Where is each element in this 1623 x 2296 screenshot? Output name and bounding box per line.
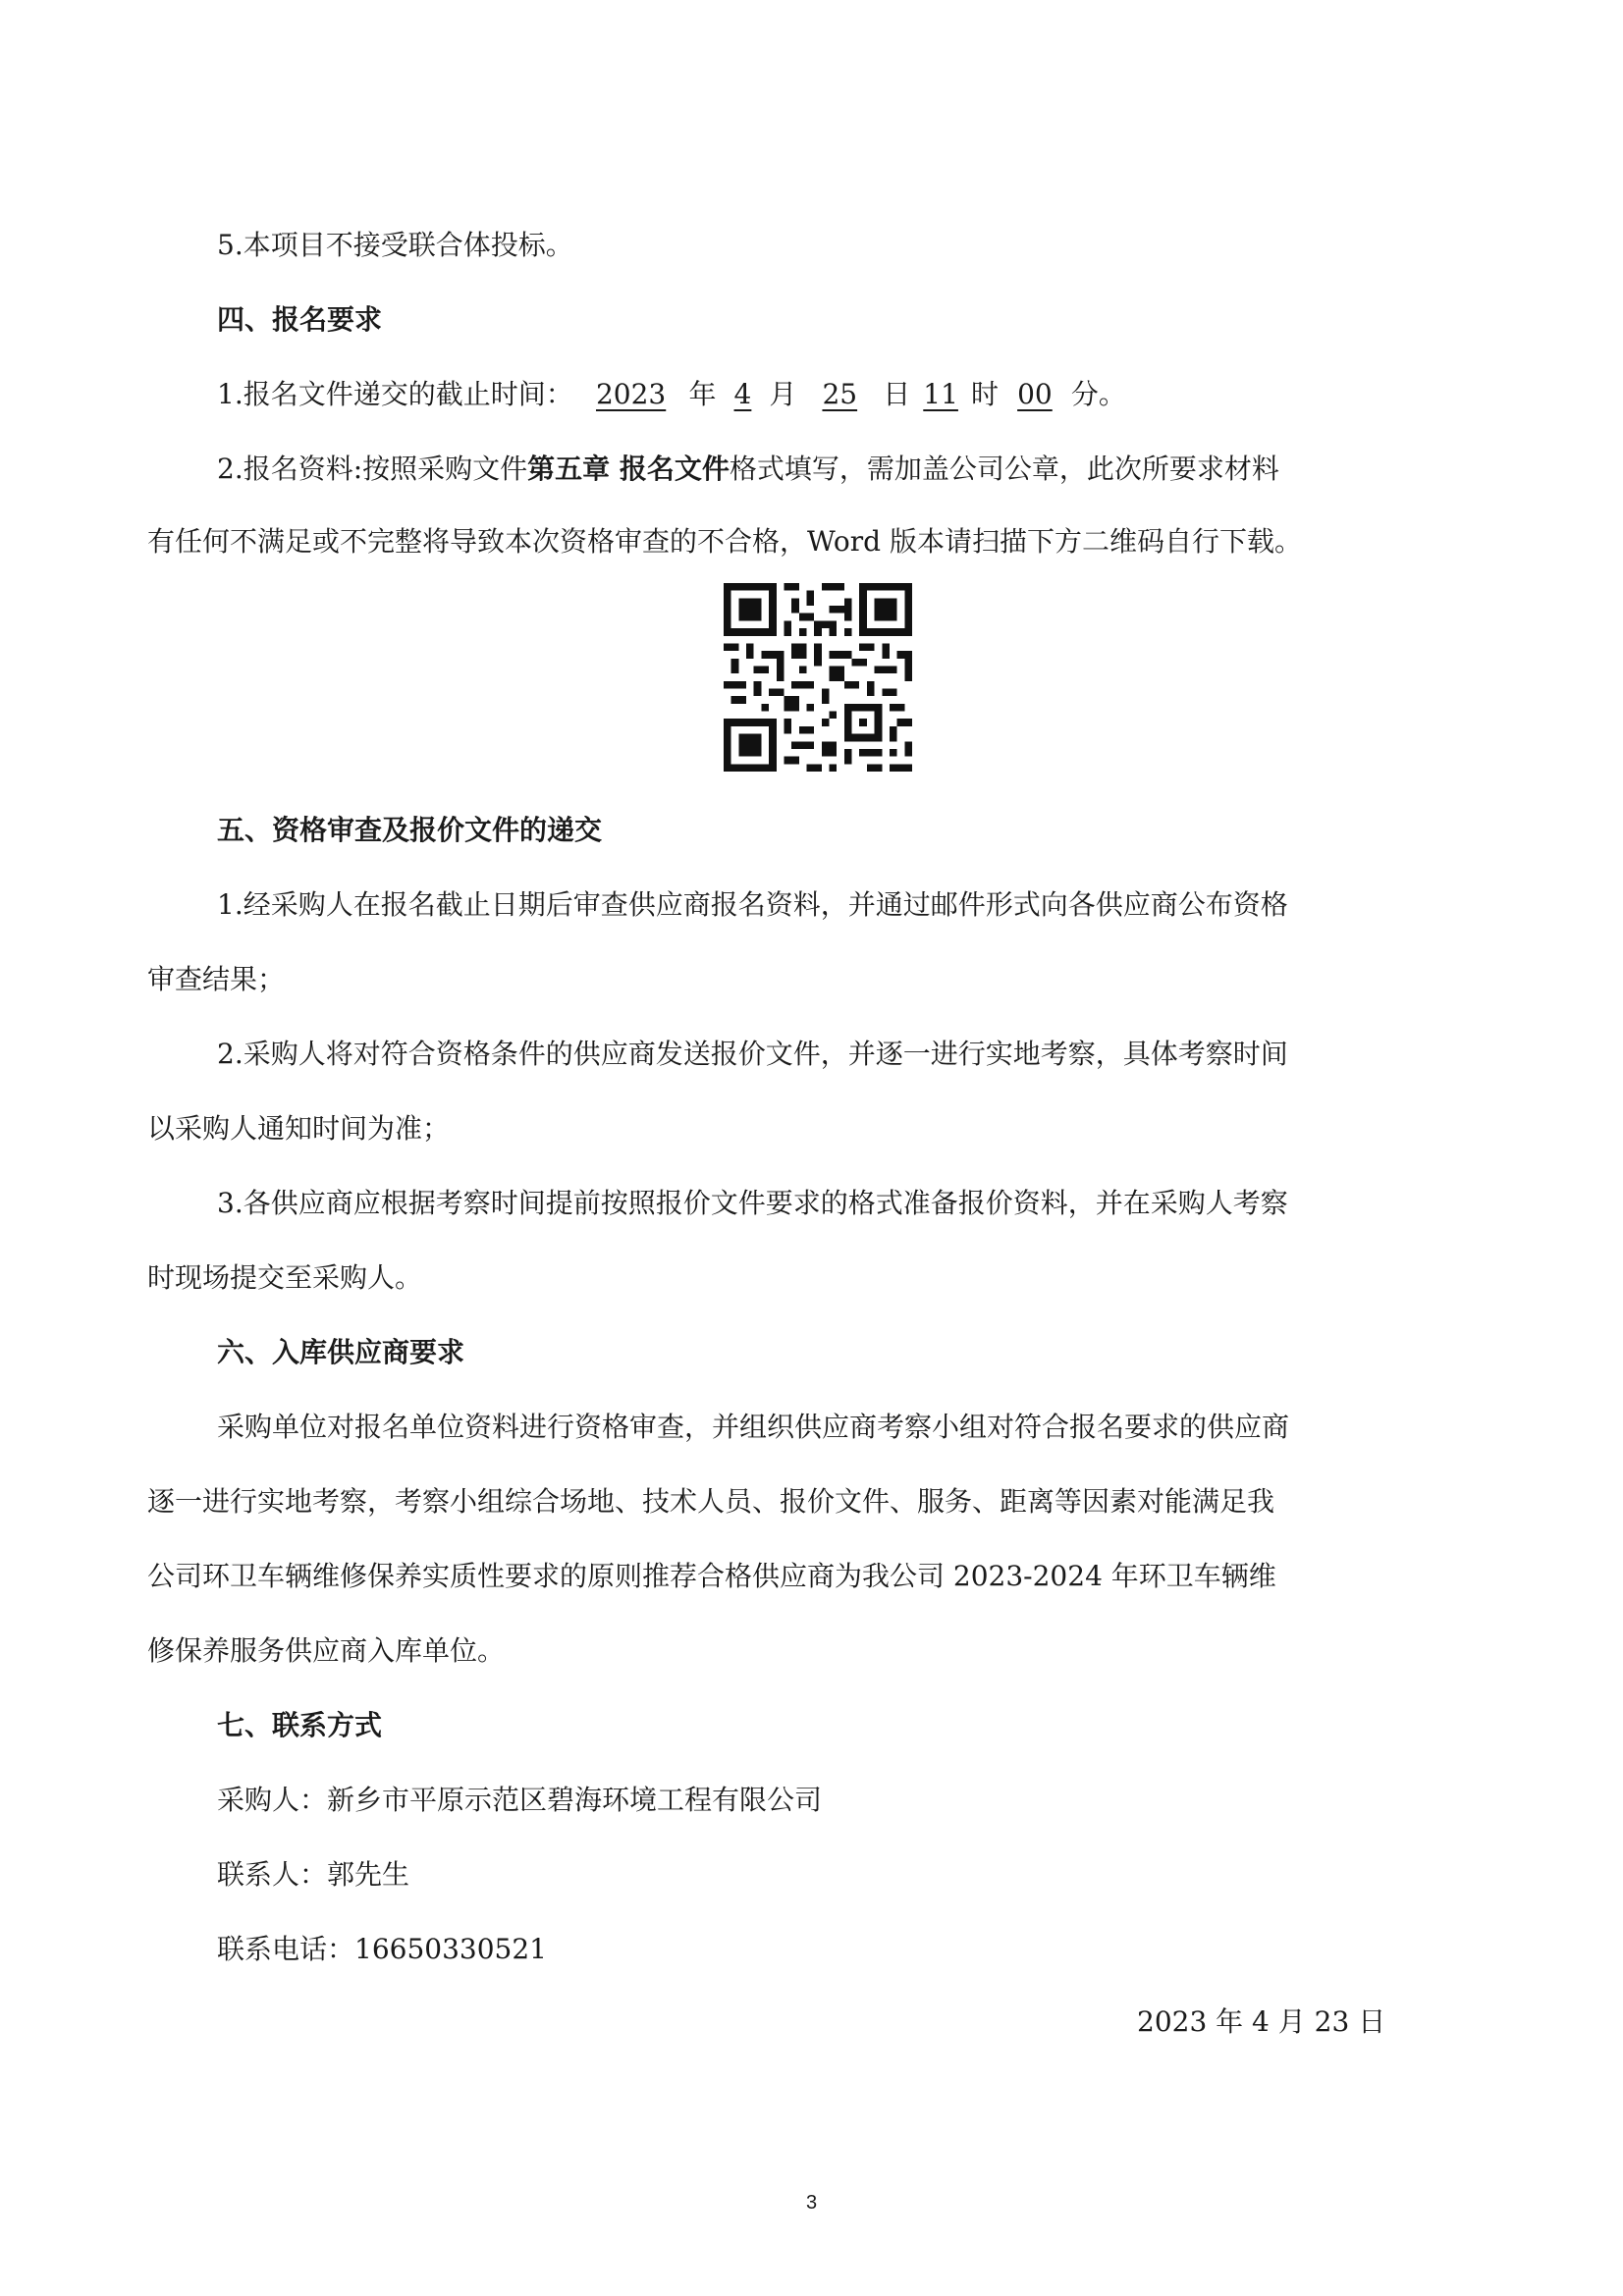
sec6-line4: 修保养服务供应商入库单位。	[147, 1634, 506, 1667]
materials-prefix: 2.报名资料:按照采购文件	[217, 453, 528, 485]
deadline-minute: 00	[1017, 378, 1053, 410]
materials-line-2: 有任何不满足或不完整将导致本次资格审查的不合格，Word 版本请扫描下方二维码自行下载。	[147, 525, 1302, 558]
deadline-year-unit: 年	[688, 378, 717, 410]
contact-person-line: 联系人：郭先生	[217, 1858, 410, 1891]
sec6-line1: 采购单位对报名单位资料进行资格审查，并组织供应商考察小组对符合报名要求的供应商	[217, 1411, 1290, 1443]
sec6-line2: 逐一进行实地考察，考察小组综合场地、技术人员、报价文件、服务、距离等因素对能满足我	[147, 1485, 1275, 1518]
sec5-p3-line2: 时现场提交至采购人。	[147, 1261, 423, 1294]
issue-date: 2023 年 4 月 23 日	[1137, 2005, 1386, 2038]
sec6-line3: 公司环卫车辆维修保养实质性要求的原则推荐合格供应商为我公司 2023-2024 年环卫车辆维	[147, 1560, 1276, 1592]
page-number: 3	[805, 2192, 818, 2214]
item-5-joint-bid: 5.本项目不接受联合体投标。	[217, 229, 573, 261]
sec5-p1-line1: 1.经采购人在报名截止日期后审查供应商报名资料，并通过邮件形式向各供应商公布资格	[217, 888, 1288, 921]
section-4-heading: 四、报名要求	[217, 303, 383, 336]
deadline-hour-unit: 时	[971, 378, 1000, 410]
materials-line-1	[217, 450, 1279, 489]
buyer-line: 采购人：新乡市平原示范区碧海环境工程有限公司	[217, 1784, 823, 1816]
section-6-heading: 六、入库供应商要求	[217, 1336, 465, 1368]
sec5-p2-line2: 以采购人通知时间为准；	[147, 1112, 451, 1145]
materials-rest: 格式填写，需加盖公司公章，此次所要求材料	[729, 453, 1279, 485]
deadline-prefix: 1.报名文件递交的截止时间：	[217, 378, 573, 410]
sec5-p1-line2: 审查结果；	[147, 963, 286, 995]
contact-phone-line: 联系电话：16650330521	[217, 1933, 547, 1965]
deadline-minute-unit: 分。	[1070, 378, 1126, 410]
sec5-p2-line1: 2.采购人将对符合资格条件的供应商发送报价文件，并逐一进行实地考察，具体考察时间	[217, 1038, 1288, 1070]
deadline-day: 25	[822, 378, 858, 410]
deadline-month: 4	[733, 378, 752, 410]
qr-code-image	[724, 583, 912, 772]
sec5-p3-line1: 3.各供应商应根据考察时间提前按照报价文件要求的格式准备报价资料，并在采购人考察	[217, 1187, 1288, 1219]
deadline-hour: 11	[923, 378, 958, 410]
deadline-line	[217, 375, 1126, 414]
deadline-year: 2023	[595, 378, 667, 410]
section-5-heading: 五、资格审查及报价文件的递交	[217, 814, 603, 846]
deadline-day-unit: 日	[883, 378, 911, 410]
materials-chapter-ref: 第五章 报名文件	[527, 453, 730, 485]
deadline-month-unit: 月	[769, 378, 797, 410]
section-7-heading: 七、联系方式	[217, 1709, 383, 1741]
